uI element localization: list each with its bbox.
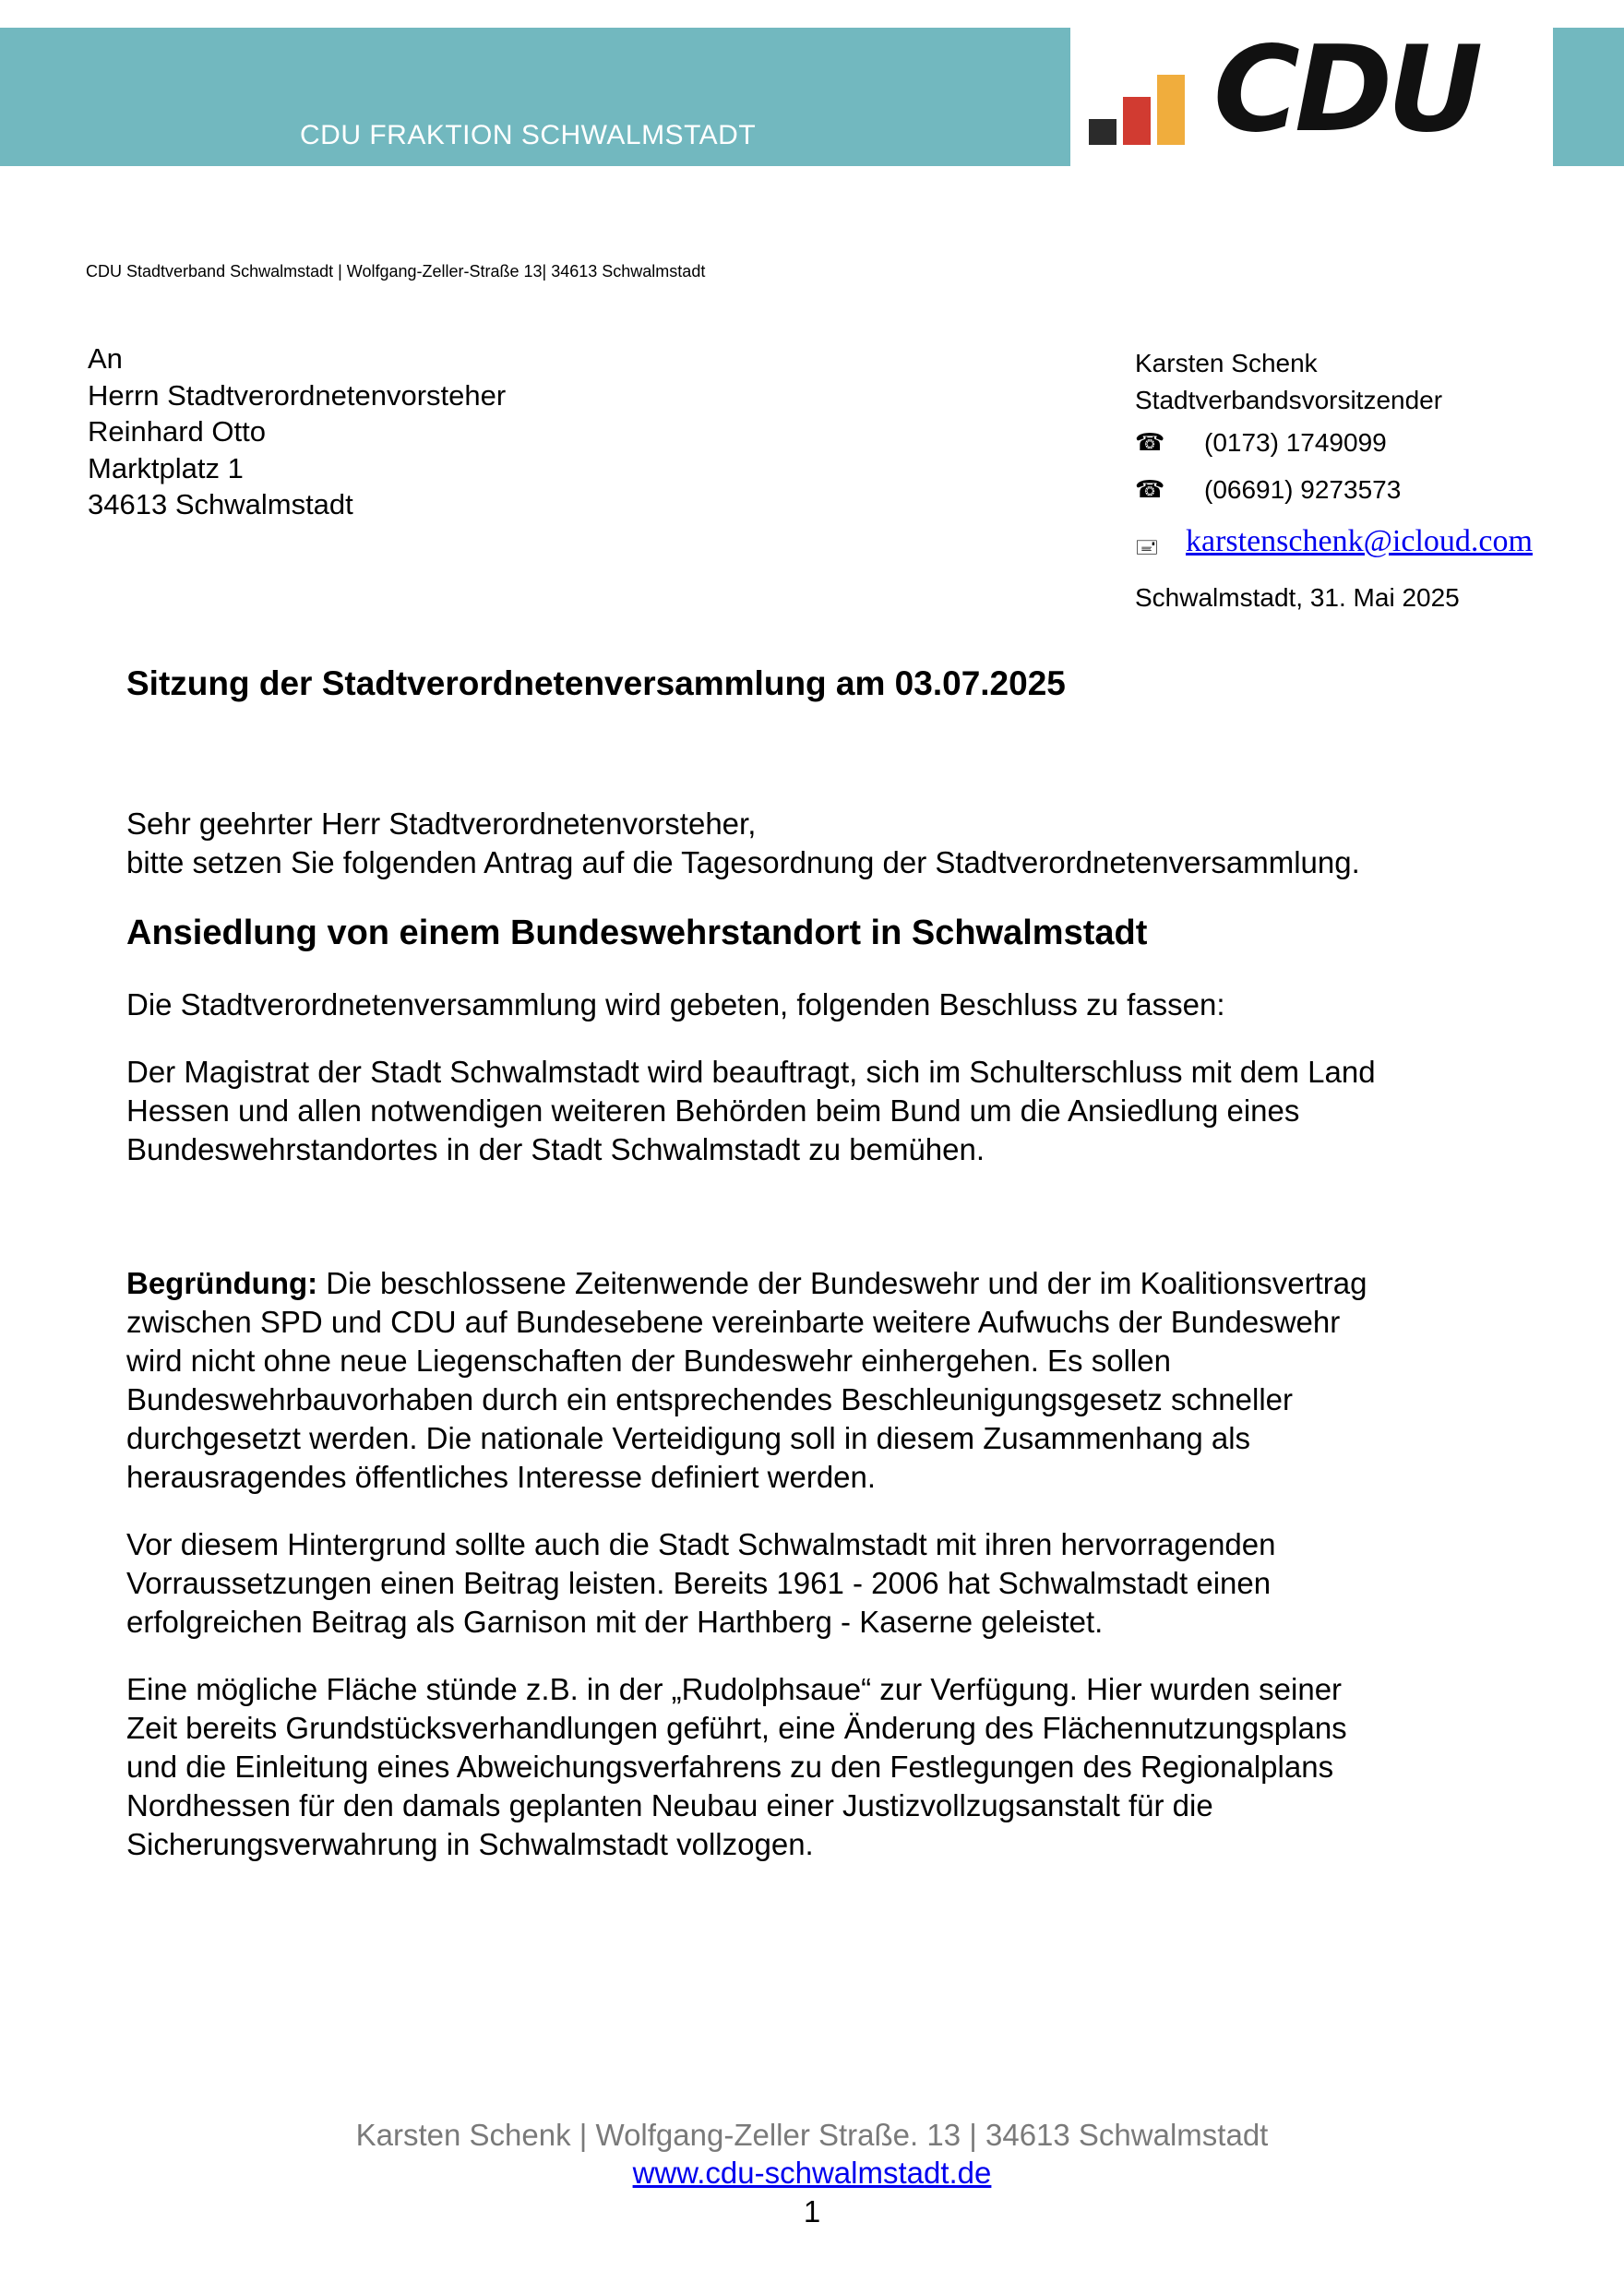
phone-number: (0173) 1749099 (1204, 428, 1387, 457)
banner-title: CDU FRAKTION SCHWALMSTADT (300, 120, 757, 150)
contact-role: Stadtverbandsvorsitzender (1135, 386, 1443, 414)
logo-bar-yellow (1157, 75, 1185, 145)
resolution-line: Bundeswehrstandortes in der Stadt Schwalmstadt zu bemühen. (126, 1132, 985, 1166)
page-number: 1 (803, 2194, 821, 2228)
reasoning-line: Zeit bereits Grundstücksverhandlungen geführt, eine Änderung des Flächennutzungsplans (126, 1711, 1347, 1745)
reasoning-paragraph-3 (126, 1670, 1347, 1864)
footer-website-link[interactable]: www.cdu-schwalmstadt.de (632, 2156, 992, 2190)
reasoning-line: Sicherungsverwahrung in Schwalmstadt vollzogen. (126, 1827, 814, 1861)
address-line: Marktplatz 1 (88, 451, 244, 484)
resolution-text (126, 1053, 1376, 1169)
resolution-line: Der Magistrat der Stadt Schwalmstadt wird beauftragt, sich im Schulterschluss mit dem Land (126, 1055, 1376, 1089)
address-line: An (88, 342, 123, 375)
reasoning-line: erfolgreichen Beitrag als Garnison mit der Harthberg - Kaserne geleistet. (126, 1605, 1104, 1639)
reasoning-line: Vor diesem Hintergrund sollte auch die Stadt Schwalmstadt mit ihren hervorragenden (126, 1527, 1276, 1561)
reasoning-paragraph-2 (126, 1525, 1276, 1642)
motion-intro: Die Stadtverordnetenversammlung wird gebeten, folgenden Beschluss zu fassen: (126, 987, 1225, 1022)
reasoning-line: Nordhessen für den damals geplanten Neubau einer Justizvollzugsanstalt für die (126, 1788, 1213, 1822)
motion-title: Ansiedlung von einem Bundeswehrstandort in Schwalmstadt (126, 914, 1148, 952)
reasoning-line: herausragendes öffentliches Interesse definiert werden. (126, 1460, 877, 1494)
reasoning-line: Die beschlossene Zeitenwende der Bundeswehr und der im Koalitionsvertrag (317, 1266, 1367, 1300)
cdu-logo (1084, 21, 1546, 159)
logo-bar-dark (1089, 119, 1116, 145)
phone-number: (06691) 9273573 (1204, 475, 1402, 504)
address-line: Herrn Stadtverordnetenvorsteher (88, 378, 507, 412)
reasoning-first-line (126, 1264, 1367, 1303)
reasoning-line: Bundeswehrbauvorhaben durch ein entsprechendes Beschleunigungsgesetz schneller (126, 1382, 1294, 1416)
reasoning-line: Eine mögliche Fläche stünde z.B. in der „Rudolphsaue“ zur Verfügung. Hier wurden seiner (126, 1672, 1343, 1706)
contact-name: Karsten Schenk (1135, 349, 1318, 377)
reasoning-line: durchgesetzt werden. Die nationale Verteidigung soll in diesem Zusammenhang als (126, 1421, 1251, 1455)
reasoning-line: und die Einleitung eines Abweichungsverfahrens zu den Festlegungen des Regionalplans (126, 1750, 1334, 1784)
reasoning-line: Vorraussetzungen einen Beitrag leisten. Bereits 1961 - 2006 hat Schwalmstadt einen (126, 1566, 1272, 1600)
salutation-line: Sehr geehrter Herr Stadtverordnetenvorsteher, (126, 806, 757, 841)
resolution-line: Hessen und allen notwendigen weiteren Behörden beim Bund um die Ansiedlung eines (126, 1093, 1300, 1128)
place-date: Schwalmstadt, 31. Mai 2025 (1135, 583, 1460, 612)
email-link[interactable]: karstenschenk@icloud.com (1186, 524, 1533, 558)
salutation-line: bitte setzen Sie folgenden Antrag auf die Tagesordnung der Stadtverordnetenversammlung. (126, 845, 1360, 879)
reasoning-line: wird nicht ohne neue Liegenschaften der Bundeswehr einhergehen. Es sollen (126, 1344, 1171, 1378)
logo-bar-red (1123, 97, 1151, 145)
salutation (126, 805, 1360, 882)
email-icon: 🖃 (1135, 535, 1159, 558)
recipient-address (88, 341, 506, 523)
sender-line: CDU Stadtverband Schwalmstadt | Wolfgang-Zeller-Straße 13| 34613 Schwalmstadt (86, 262, 706, 281)
reasoning-paragraph-1 (126, 1264, 1367, 1497)
address-line: 34613 Schwalmstadt (88, 488, 353, 520)
header-banner-right (1553, 28, 1624, 166)
letter-subject: Sitzung der Stadtverordnetenversammlung am 03.07.2025 (126, 664, 1066, 702)
logo-wordmark: CDU (1213, 21, 1478, 159)
footer-address: Karsten Schenk | Wolfgang-Zeller Straße. 13 | 34613 Schwalmstadt (355, 2118, 1269, 2152)
address-line: Reinhard Otto (88, 415, 266, 448)
reasoning-line: zwischen SPD und CDU auf Bundesebene vereinbarte weitere Aufwuchs der Bundeswehr (126, 1305, 1341, 1339)
reasoning-label: Begründung: (126, 1266, 318, 1300)
phone-icon: ☎ (1135, 475, 1165, 503)
phone-icon: ☎ (1135, 428, 1165, 456)
